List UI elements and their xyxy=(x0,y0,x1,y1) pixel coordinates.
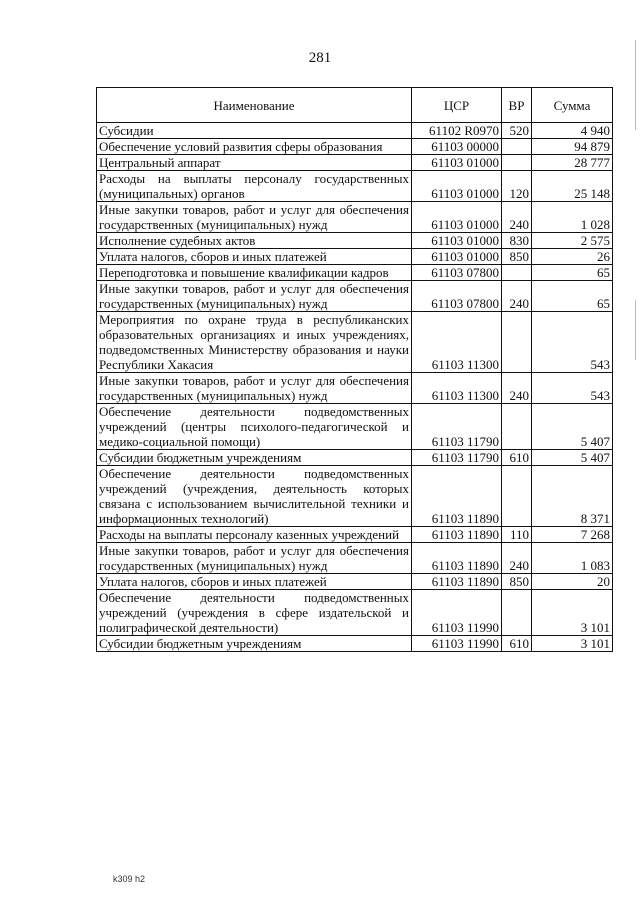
cell-csr: 61103 11790 xyxy=(412,450,502,466)
table-row xyxy=(97,636,613,652)
cell-name: Мероприятия по охране труда в республиканских образовательных организациях и иных учреждениях, подведомственных Министерству образования и науки Республики Хакасия xyxy=(97,312,412,373)
table-row xyxy=(97,574,613,590)
cell-csr: 61103 11890 xyxy=(412,527,502,543)
table-row xyxy=(97,202,613,233)
table-row xyxy=(97,281,613,312)
cell-name: Иные закупки товаров, работ и услуг для обеспечения государственных (муниципальных) нужд xyxy=(97,543,412,574)
cell-csr: 61103 07800 xyxy=(412,265,502,281)
cell-vr xyxy=(502,590,532,636)
table-row xyxy=(97,233,613,249)
table-row xyxy=(97,543,613,574)
cell-csr: 61103 11890 xyxy=(412,543,502,574)
table-row xyxy=(97,590,613,636)
table-header-row xyxy=(97,88,613,123)
table-body xyxy=(97,123,613,652)
cell-vr: 520 xyxy=(502,123,532,139)
cell-name: Расходы на выплаты персоналу казенных учреждений xyxy=(97,527,412,543)
cell-csr: 61103 01000 xyxy=(412,155,502,171)
table-row xyxy=(97,155,613,171)
cell-name: Иные закупки товаров, работ и услуг для обеспечения государственных (муниципальных) нужд xyxy=(97,281,412,312)
cell-name: Центральный аппарат xyxy=(97,155,412,171)
cell-sum: 65 xyxy=(532,281,613,312)
cell-vr xyxy=(502,312,532,373)
cell-csr: 61103 07800 xyxy=(412,281,502,312)
cell-csr: 61103 11890 xyxy=(412,574,502,590)
header-csr: ЦСР xyxy=(412,88,502,123)
header-vr: ВР xyxy=(502,88,532,123)
table-row xyxy=(97,466,613,527)
cell-sum: 28 777 xyxy=(532,155,613,171)
table-row xyxy=(97,139,613,155)
cell-csr: 61103 01000 xyxy=(412,233,502,249)
cell-sum: 1 083 xyxy=(532,543,613,574)
cell-vr: 850 xyxy=(502,574,532,590)
cell-name: Расходы на выплаты персоналу государственных (муниципальных) органов xyxy=(97,171,412,202)
cell-name: Уплата налогов, сборов и иных платежей xyxy=(97,249,412,265)
cell-sum: 25 148 xyxy=(532,171,613,202)
cell-name: Переподготовка и повышение квалификации кадров xyxy=(97,265,412,281)
cell-csr: 61103 00000 xyxy=(412,139,502,155)
cell-sum: 8 371 xyxy=(532,466,613,527)
cell-sum: 7 268 xyxy=(532,527,613,543)
table-row xyxy=(97,312,613,373)
cell-sum: 20 xyxy=(532,574,613,590)
cell-csr: 61103 11990 xyxy=(412,590,502,636)
cell-name: Иные закупки товаров, работ и услуг для обеспечения государственных (муниципальных) нужд xyxy=(97,202,412,233)
header-sum: Сумма xyxy=(532,88,613,123)
cell-csr: 61103 11990 xyxy=(412,636,502,652)
cell-sum: 1 028 xyxy=(532,202,613,233)
cell-name: Иные закупки товаров, работ и услуг для обеспечения государственных (муниципальных) нужд xyxy=(97,373,412,404)
cell-vr xyxy=(502,155,532,171)
cell-csr: 61103 11300 xyxy=(412,312,502,373)
cell-vr: 240 xyxy=(502,202,532,233)
cell-sum: 543 xyxy=(532,373,613,404)
table-row xyxy=(97,265,613,281)
cell-vr: 850 xyxy=(502,249,532,265)
cell-csr: 61103 01000 xyxy=(412,249,502,265)
cell-vr: 240 xyxy=(502,281,532,312)
cell-csr: 61103 11890 xyxy=(412,466,502,527)
cell-sum: 5 407 xyxy=(532,450,613,466)
cell-sum: 4 940 xyxy=(532,123,613,139)
cell-name: Уплата налогов, сборов и иных платежей xyxy=(97,574,412,590)
table-row xyxy=(97,373,613,404)
cell-vr xyxy=(502,404,532,450)
cell-sum: 3 101 xyxy=(532,636,613,652)
cell-vr: 240 xyxy=(502,373,532,404)
cell-vr: 240 xyxy=(502,543,532,574)
cell-name: Обеспечение деятельности подведомственных учреждений (учреждения в сфере издательской и полиграфической деятельности) xyxy=(97,590,412,636)
cell-vr: 830 xyxy=(502,233,532,249)
cell-vr xyxy=(502,139,532,155)
table-row xyxy=(97,123,613,139)
cell-vr: 120 xyxy=(502,171,532,202)
cell-vr: 610 xyxy=(502,450,532,466)
cell-sum: 5 407 xyxy=(532,404,613,450)
table-row xyxy=(97,171,613,202)
table-row xyxy=(97,450,613,466)
cell-sum: 94 879 xyxy=(532,139,613,155)
cell-csr: 61103 11790 xyxy=(412,404,502,450)
cell-sum: 543 xyxy=(532,312,613,373)
cell-name: Субсидии бюджетным учреждениям xyxy=(97,636,412,652)
cell-vr xyxy=(502,265,532,281)
cell-vr: 610 xyxy=(502,636,532,652)
cell-name: Субсидии бюджетным учреждениям xyxy=(97,450,412,466)
scan-edge-mark xyxy=(635,40,636,130)
cell-sum: 2 575 xyxy=(532,233,613,249)
cell-csr: 61102 R0970 xyxy=(412,123,502,139)
cell-sum: 65 xyxy=(532,265,613,281)
table-row xyxy=(97,527,613,543)
cell-sum: 3 101 xyxy=(532,590,613,636)
table-row xyxy=(97,404,613,450)
cell-name: Обеспечение деятельности подведомственных учреждений (учреждения, деятельность которых связана с использованием вычислительной техники и информационных технологий) xyxy=(97,466,412,527)
scan-edge-mark xyxy=(635,300,636,360)
cell-name: Исполнение судебных актов xyxy=(97,233,412,249)
cell-name: Обеспечение условий развития сферы образования xyxy=(97,139,412,155)
cell-csr: 61103 11300 xyxy=(412,373,502,404)
table-row xyxy=(97,249,613,265)
header-name: Наименование xyxy=(97,88,412,123)
cell-sum: 26 xyxy=(532,249,613,265)
budget-table xyxy=(96,87,613,652)
page-number: 281 xyxy=(308,50,332,66)
cell-vr: 110 xyxy=(502,527,532,543)
cell-name: Обеспечение деятельности подведомственных учреждений (центры психолого-педагогической и медико-социальной помощи) xyxy=(97,404,412,450)
footer-code: k309 h2 xyxy=(113,874,146,884)
cell-csr: 61103 01000 xyxy=(412,171,502,202)
cell-vr xyxy=(502,466,532,527)
cell-csr: 61103 01000 xyxy=(412,202,502,233)
cell-name: Субсидии xyxy=(97,123,412,139)
